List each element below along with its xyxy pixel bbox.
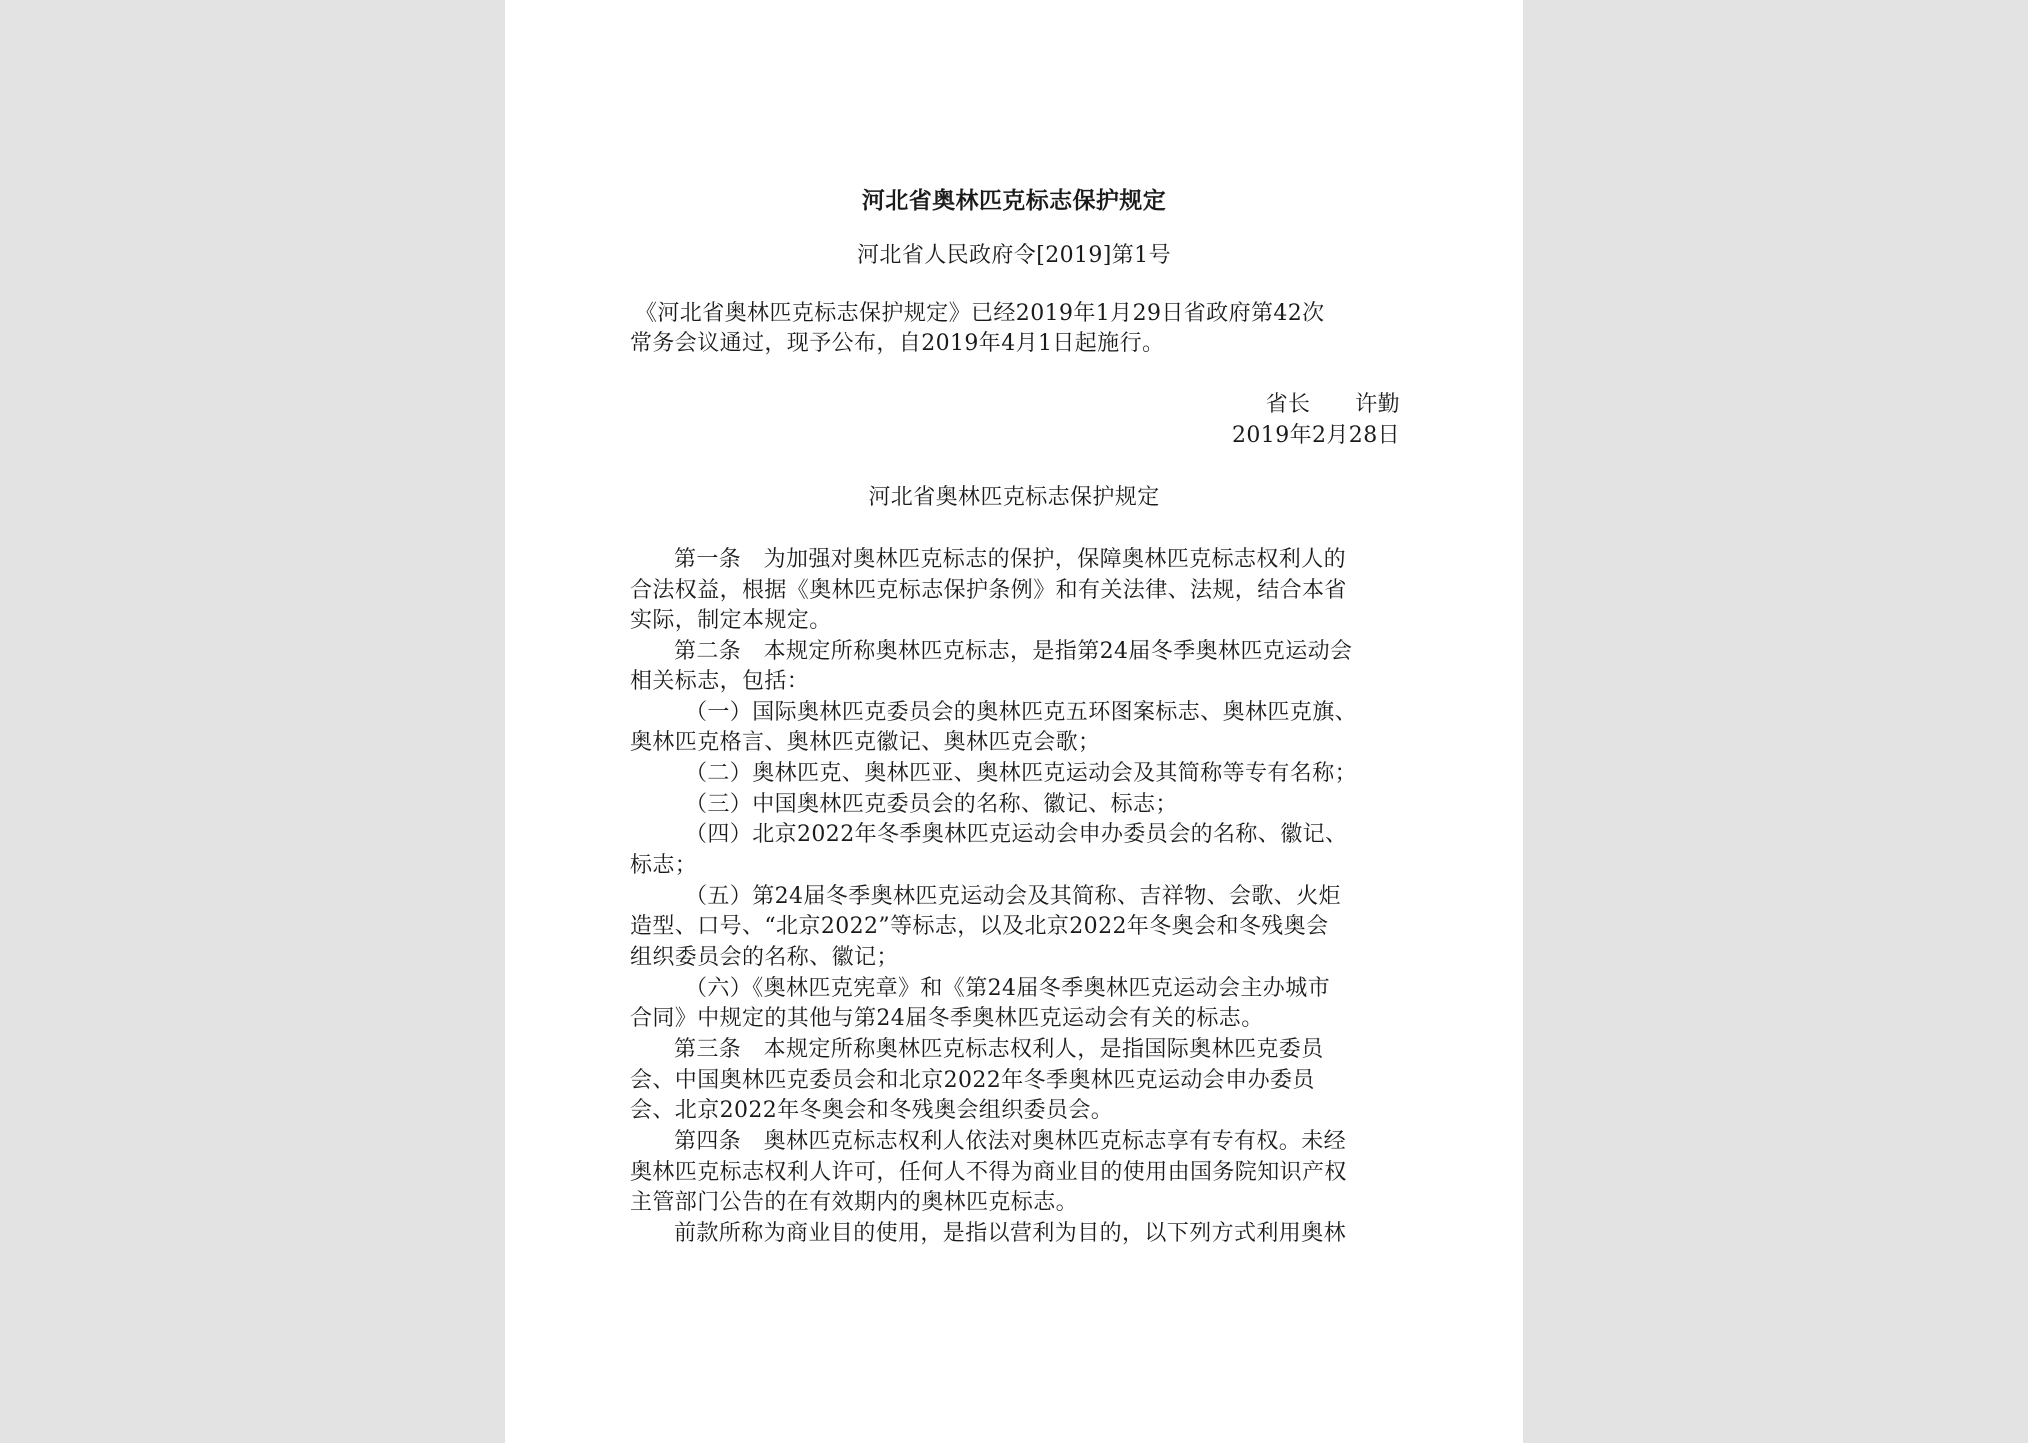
article-line: 第三条 本规定所称奥林匹克标志权利人，是指国际奥林匹克委员 — [674, 1037, 1324, 1062]
article-line: （二）奥林匹克、奥林匹亚、奥林匹克运动会及其简称等专有名称； — [685, 761, 1358, 786]
preamble-line: 常务会议通过，现予公布，自2019年4月1日起施行。 — [630, 331, 1165, 356]
article-line: 第一条 为加强对奥林匹克标志的保护，保障奥林匹克标志权利人的 — [674, 547, 1347, 572]
article-line: 标志； — [630, 853, 698, 878]
document-title: 河北省奥林匹克标志保护规定 — [861, 187, 1167, 214]
article-line: 组织委员会的名称、徽记； — [630, 945, 899, 970]
article-line: 实际，制定本规定。 — [630, 608, 832, 633]
article-line: 合同》中规定的其他与第24届冬季奥林匹克运动会有关的标志。 — [630, 1006, 1264, 1031]
article-line: 合法权益，根据《奥林匹克标志保护条例》和有关法律、法规，结合本省 — [630, 578, 1347, 603]
article-line: 相关标志，包括： — [630, 669, 810, 694]
article-line: 会、北京2022年冬奥会和冬残奥会组织委员会。 — [630, 1098, 1114, 1123]
signing-date: 2019年2月28日 — [1232, 423, 1400, 448]
article-line: 第四条 奥林匹克标志权利人依法对奥林匹克标志享有专有权。未经 — [674, 1129, 1347, 1154]
article-line: （一）国际奥林匹克委员会的奥林匹克五环图案标志、奥林匹克旗、 — [685, 700, 1358, 725]
article-line: （四）北京2022年冬季奥林匹克运动会申办委员会的名称、徽记、 — [685, 822, 1348, 847]
document-page — [505, 0, 1523, 1443]
article-line: 造型、口号、“北京2022”等标志，以及北京2022年冬奥会和冬残奥会 — [630, 914, 1329, 939]
article-line: 主管部门公告的在有效期内的奥林匹克标志。 — [630, 1190, 1079, 1215]
article-line: （六）《奥林匹克宪章》和《第24届冬季奥林匹克运动会主办城市 — [685, 976, 1330, 1001]
order-number: 河北省人民政府令[2019]第1号 — [857, 243, 1171, 268]
article-line: 第二条 本规定所称奥林匹克标志，是指第24届冬季奥林匹克运动会 — [674, 639, 1353, 664]
signature: 省长 许勤 — [1265, 392, 1400, 417]
article-line: 奥林匹克格言、奥林匹克徽记、奥林匹克会歌； — [630, 730, 1101, 755]
article-line: 奥林匹克标志权利人许可，任何人不得为商业目的使用由国务院知识产权 — [630, 1160, 1347, 1185]
article-line: 会、中国奥林匹克委员会和北京2022年冬季奥林匹克运动会申办委员 — [630, 1068, 1315, 1093]
regulation-subtitle: 河北省奥林匹克标志保护规定 — [868, 485, 1160, 510]
preamble-line: 《河北省奥林匹克标志保护规定》已经2019年1月29日省政府第42次 — [635, 301, 1325, 326]
article-line: （五）第24届冬季奥林匹克运动会及其简称、吉祥物、会歌、火炬 — [685, 884, 1341, 909]
article-line: （三）中国奥林匹克委员会的名称、徽记、标志； — [685, 792, 1178, 817]
article-line: 前款所称为商业目的使用，是指以营利为目的，以下列方式利用奥林 — [674, 1221, 1347, 1246]
